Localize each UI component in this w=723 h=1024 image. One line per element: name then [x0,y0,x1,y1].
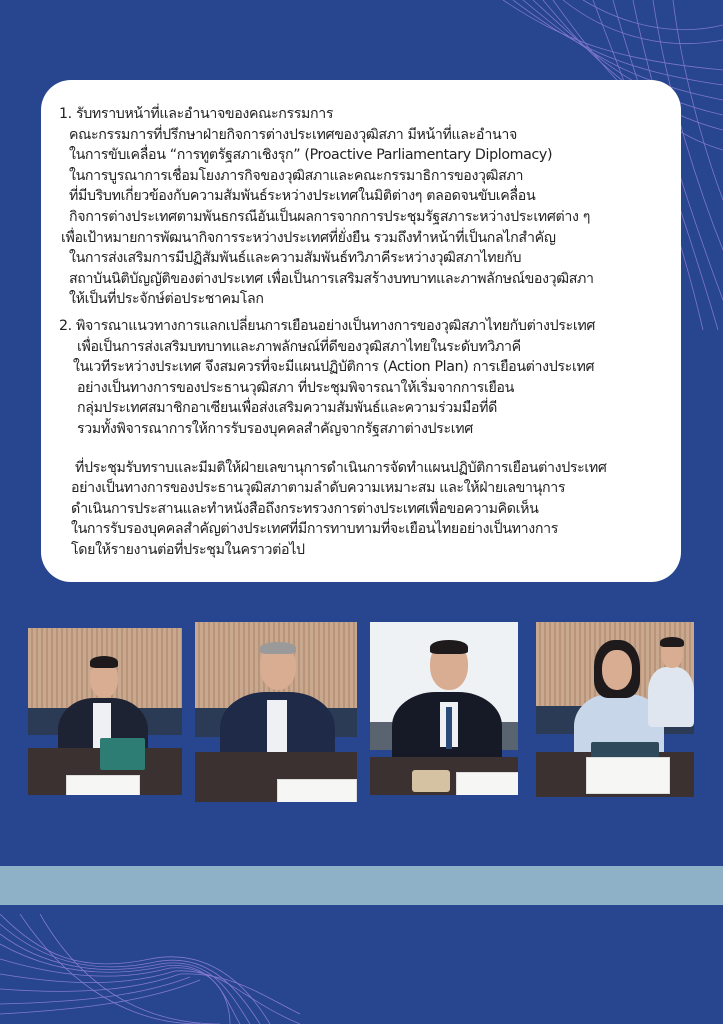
content-card [41,80,681,582]
agenda-item-1-line: เพื่อเป้าหมายการพัฒนากิจการระหว่างประเทศที่ยั่งยืน รวมถึงทำหน้าที่เป็นกลไกสำคัญ [61,229,556,246]
agenda-item-1-heading: 1. รับทราบหน้าที่และอำนาจของคณะกรรมการ [59,106,334,122]
agenda-item-2 [59,316,667,440]
agenda-item-2-line: รวมทั้งพิจารณาการให้การรับรองบุคคลสำคัญจากรัฐสภาต่างประเทศ [77,420,473,437]
agenda-item-2-line: ในเวทีระหว่างประเทศ จึงสมควรที่จะมีแผนปฏิบัติการ (Action Plan) การเยือนต่างประเทศ [73,359,595,376]
nameplate [456,772,518,795]
agenda-item-2-heading: 2. พิจารณาแนวทางการแลกเปลี่ยนการเยือนอย่างเป็นทางการของวุฒิสภาไทยกับต่างประเทศ [59,317,595,334]
nameplate [277,779,357,802]
agenda-item-1-line: คณะกรรมการที่ปรึกษาฝ่ายกิจการต่างประเทศของวุฒิสภา มีหน้าที่และอำนาจ [69,126,517,143]
agenda-item-1-line: ให้เป็นที่ประจักษ์ต่อประชาคมโลก [69,291,264,308]
agenda-item-1-line: ในการขับเคลื่อน “การทูตรัฐสภาเชิงรุก” (Proactive Parliamentary Diplomacy) [69,147,553,164]
nameplate [66,775,140,795]
agenda-item-1 [59,104,667,310]
agenda-item-2-line: อย่างเป็นทางการของประธานวุฒิสภา ที่ประชุมพิจารณาให้เริ่มจากการเยือน [77,379,514,396]
wave-decoration-bottom-icon [0,914,300,1024]
resolution-line: อย่างเป็นทางการของประธานวุฒิสภาตามลำดับความเหมาะสม และให้ฝ่ายเลขานุการ [71,480,566,497]
agenda-item-1-line: ในการบูรณาการเชื่อมโยงภารกิจของวุฒิสภาและคณะกรรมาธิการของวุฒิสภา [69,167,524,184]
meeting-photo-4 [536,622,694,797]
resolution-line: ที่ประชุมรับทราบและมีมติให้ฝ่ายเลขานุการดำเนินการจัดทำแผนปฏิบัติการเยือนต่างประเทศ [75,459,607,476]
agenda-item-1-line: ในการส่งเสริมการมีปฏิสัมพันธ์และความสัมพันธ์ทวิภาคีระหว่างวุฒิสภาไทยกับ [69,250,522,267]
resolution-line: โดยให้รายงานต่อที่ประชุมในคราวต่อไป [71,541,305,558]
meeting-resolution [59,458,667,561]
decorative-band [0,866,723,905]
resolution-line: ในการรับรองบุคคลสำคัญต่างประเทศที่มีการทาบทามที่จะเยือนไทยอย่างเป็นทางการ [71,521,558,538]
agenda-item-1-line: ที่มีบริบทเกี่ยวข้องกับความสัมพันธ์ระหว่างประเทศในมิติต่างๆ ตลอดจนขับเคลื่อน [69,188,536,205]
resolution-line: ดำเนินการประสานและทำหนังสือถึงกระทรวงการต่างประเทศเพื่อขอความคิดเห็น [71,500,539,517]
agenda-item-2-line: กลุ่มประเทศสมาชิกอาเซียนเพื่อส่งเสริมความสัมพันธ์และความร่วมมือที่ดี [77,400,497,417]
meeting-photo-1 [28,628,182,795]
meeting-photo-2 [195,622,357,802]
agenda-item-1-line: สถาบันนิติบัญญัติของต่างประเทศ เพื่อเป็นการเสริมสร้างบทบาทและภาพลักษณ์ของวุฒิสภา [69,270,594,287]
meeting-photo-3 [370,622,518,795]
agenda-item-2-line: เพื่อเป็นการส่งเสริมบทบาทและภาพลักษณ์ที่ดีของวุฒิสภาไทยในระดับทวิภาคี [77,338,521,355]
nameplate [586,757,670,794]
agenda-item-1-line: กิจการต่างประเทศตามพันธกรณีอันเป็นผลการจากการประชุมรัฐสภาระหว่างประเทศต่าง ๆ [69,208,590,225]
